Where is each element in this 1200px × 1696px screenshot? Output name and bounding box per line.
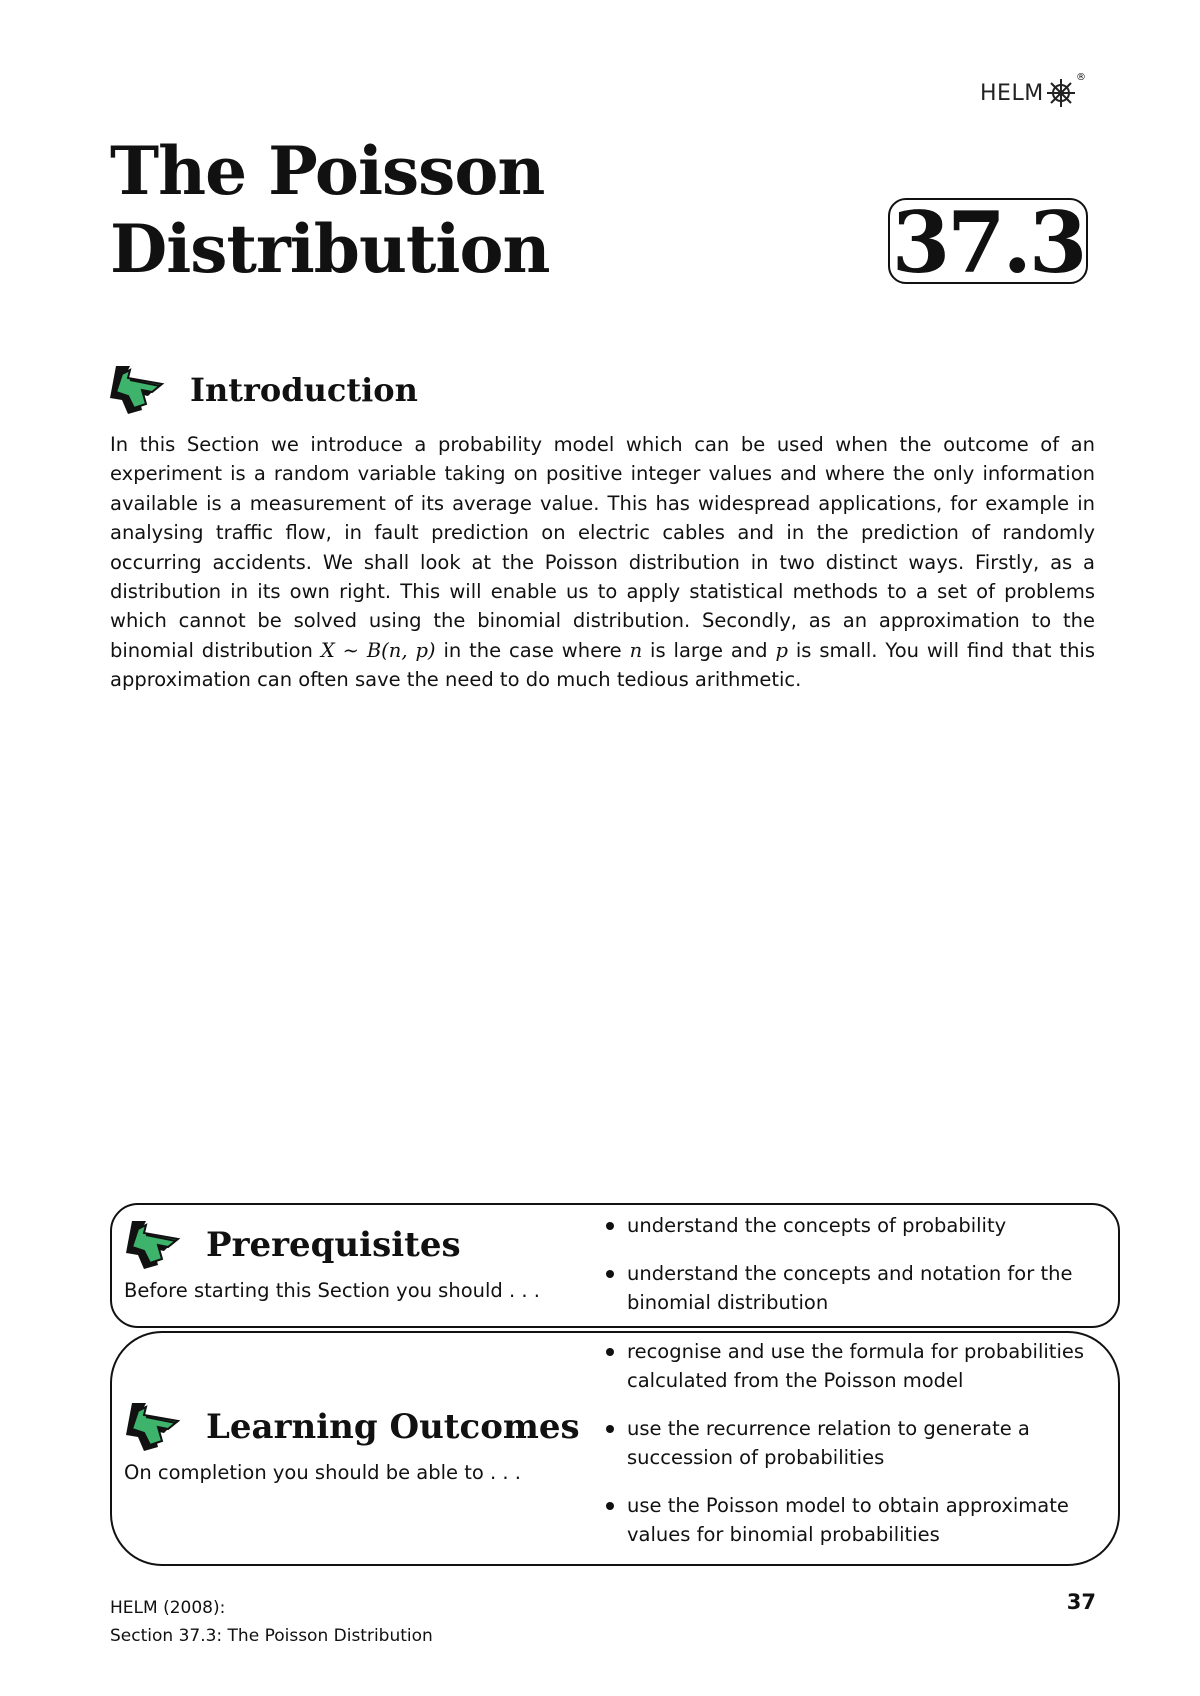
learning-outcomes-list [602,1337,1102,1549]
prerequisites-heading-row [124,1217,540,1273]
prerequisites-left [124,1217,540,1302]
prerequisites-subtext: Before starting this Section you should . . . [124,1279,540,1302]
learning-outcomes-left [124,1399,580,1484]
task-arrow-icon [108,362,168,418]
intro-math-n: n [629,638,643,662]
introduction-heading: Introduction [190,371,418,409]
intro-text-part: In this Section we introduce a probability model which can be used when the outcome of an experiment is a random variable taking on positive integer values and where the only information available is a measurement of its average value. This has widespread applications, for example in analysing traffic flow, in fault prediction on electric cables and in the prediction of randomly occurring accidents. We shall look at the Poisson distribution in two distinct ways. Firstly, as a distribution in its own right. This will enable us to apply statistical methods to a set of problems which cannot be solved using the binomial distribution. Secondly, as an approximation to the binomial distribution [110,433,1095,662]
list-item: understand the concepts and notation for the binomial distribution [602,1259,1102,1317]
list-item: use the recurrence relation to generate a succession of probabilities [602,1414,1102,1472]
helm-logo [980,72,1086,108]
intro-text-part: is large and [642,638,776,662]
intro-math-binomial: X ∼ B(n, p) [320,638,436,662]
introduction-paragraph [110,430,1095,695]
list-item: recognise and use the formula for probabilities calculated from the Poisson model [602,1337,1102,1395]
title-line-1: The Poisson [110,132,545,210]
ship-wheel-icon [1046,78,1076,108]
prerequisites-heading: Prerequisites [206,1225,461,1265]
footer-line-2: Section 37.3: The Poisson Distribution [110,1626,433,1646]
prerequisites-list [602,1211,1102,1317]
task-arrow-icon [124,1399,184,1455]
introduction-heading-row [108,362,418,418]
learning-outcomes-heading: Learning Outcomes [206,1407,580,1447]
task-arrow-icon [124,1217,184,1273]
learning-outcomes-box [110,1331,1120,1566]
intro-text-part: is small. You will find that this approximation can often save the need to do much tedious arithmetic. [110,638,1096,692]
intro-text-part: in the case where [435,638,630,662]
learning-outcomes-subtext: On completion you should be able to . . . [124,1461,522,1484]
list-item: use the Poisson model to obtain approximate values for binomial probabilities [602,1491,1102,1549]
page-number: 37 [1066,1590,1096,1614]
registered-mark: ® [1076,72,1086,83]
learning-outcomes-heading-row [124,1399,580,1455]
list-item: understand the concepts of probability [602,1211,1102,1240]
footer-citation [110,1594,433,1650]
title-line-2: Distribution [110,210,550,288]
page-title [110,132,550,288]
footer-line-1: HELM (2008): [110,1598,226,1618]
section-number-badge: 37.3 [888,198,1088,284]
intro-math-p: p [775,638,788,662]
logo-text: HELM [980,80,1044,106]
prerequisites-box [110,1203,1120,1328]
